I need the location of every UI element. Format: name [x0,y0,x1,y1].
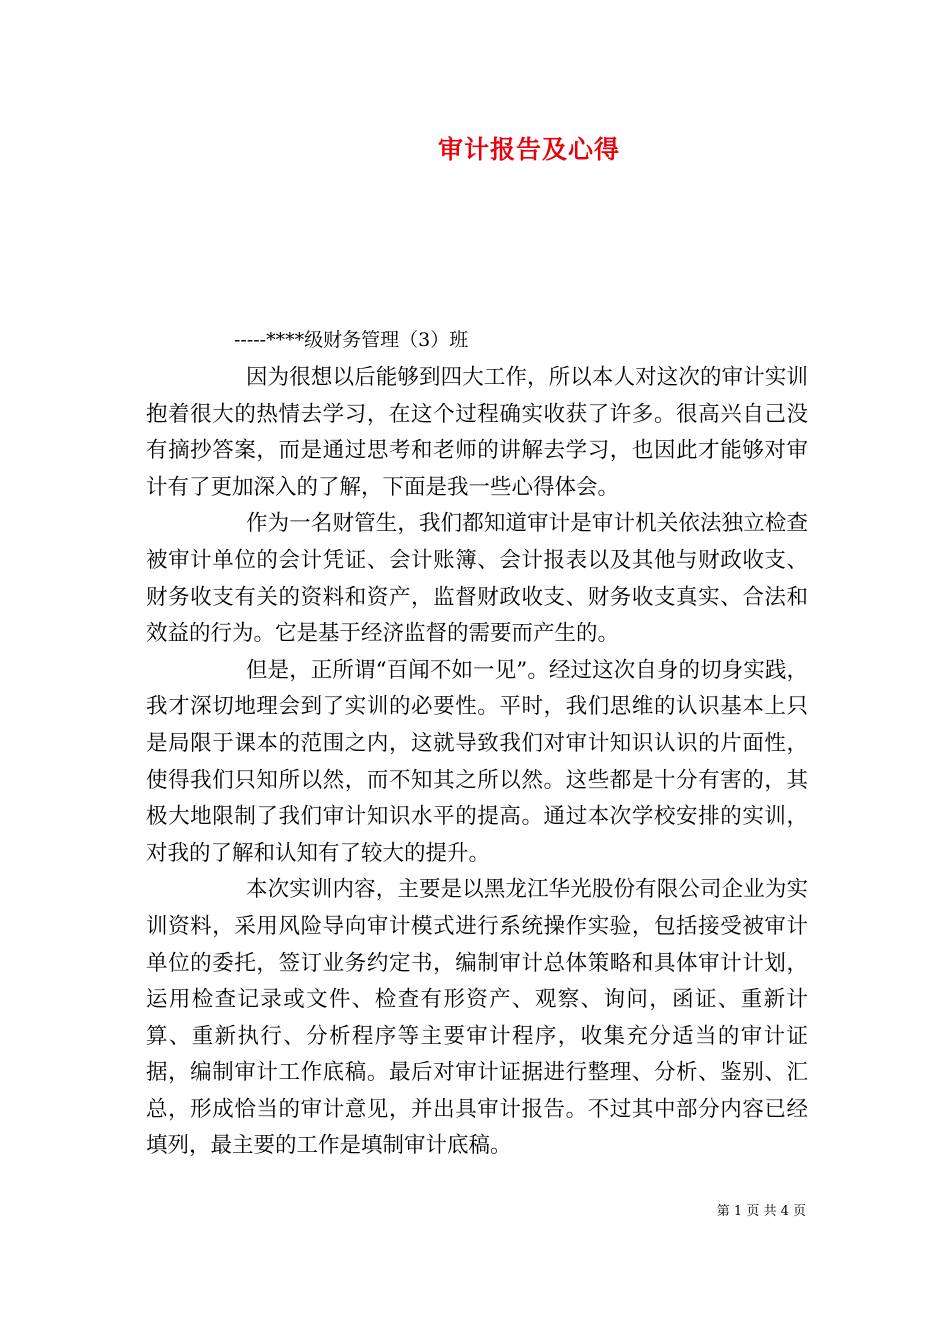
document-body [146,360,808,1165]
paragraph-1: 因为很想以后能够到四大工作，所以本人对这次的审计实训抱着很大的热情去学习，在这个过程确实收获了许多。很高兴自己没有摘抄答案，而是通过思考和老师的讲解去学习，也因此才能够对审计有了更加深入的了解，下面是我一些心得体会。 [146,365,808,500]
paragraph-4: 本次实训内容，主要是以黑龙江华光股份有限公司企业为实训资料，采用风险导向审计模式进行系统操作实验，包括接受被审计单位的委托，签订业务约定书，编制审计总体策略和具体审计计划，运用检查记录或文件、检查有形资产、观察、询问，函证、重新计算、重新执行、分析程序等主要审计程序，收集充分适当的审计证据，编制审计工作底稿。最后对审计证据进行整理、分析、鉴别、汇总，形成恰当的审计意见，并出具审计报告。不过其中部分内容已经填列，最主要的工作是填制审计底稿。 [146,877,808,1159]
class-byline: -----****级财务管理（3）班 [234,329,469,351]
paragraph-2: 作为一名财管生，我们都知道审计是审计机关依法独立检查被审计单位的会计凭证、会计账簿、会计报表以及其他与财政收支、财务收支有关的资料和资产，监督财政收支、财务收支真实、合法和效益的行为。它是基于经济监督的需要而产生的。 [146,511,808,647]
paragraph-3: 但是，正所谓“百闻不如一见”。经过这次自身的切身实践，我才深切地理会到了实训的必要性。平时，我们思维的认识基本上只是局限于课本的范围之内，这就导致我们对审计知识认识的片面性，使得我们只知所以然，而不知其之所以然。这些都是十分有害的，其极大地限制了我们审计知识水平的提高。通过本次学校安排的实训，对我的了解和认知有了较大的提升。 [146,657,808,866]
page-number-footer: 第 1 页 共 4 页 [716,1204,806,1219]
document-title: 审计报告及心得 [437,135,620,164]
